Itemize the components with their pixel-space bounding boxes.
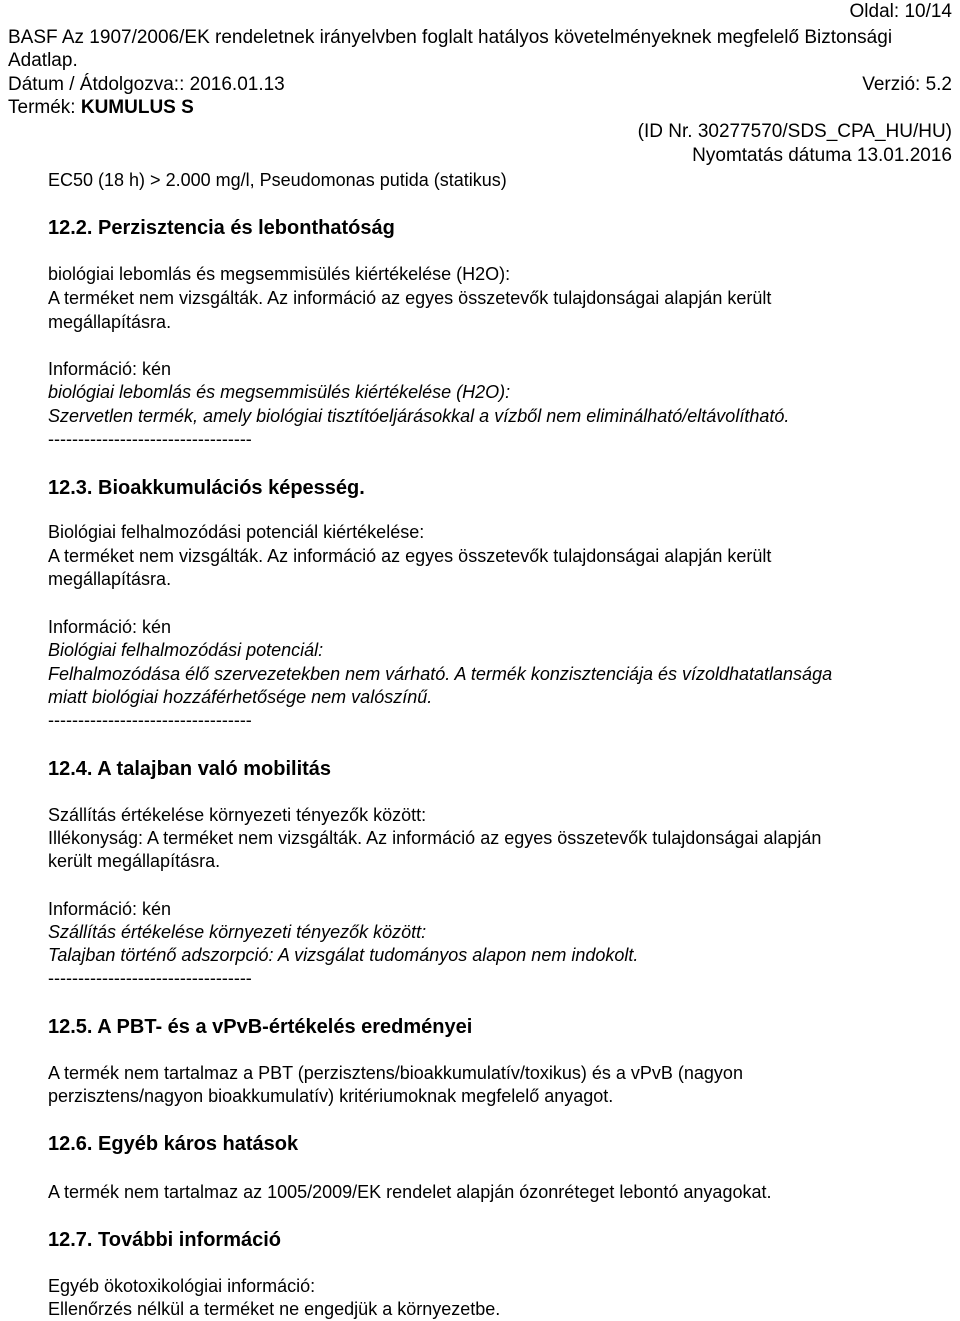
header-title-line1: BASF Az 1907/2006/EK rendeletnek irányelvben foglalt hatályos követelményeknek megfelelő Biztonsági <box>8 27 893 48</box>
s124-line1: Szállítás értékelése környezeti tényezők között: <box>48 805 427 825</box>
section-12-3-title: 12.3. Bioakkumulációs képesség. <box>48 477 365 499</box>
ec50-line: EC50 (18 h) > 2.000 mg/l, Pseudomonas putida (statikus) <box>48 170 507 190</box>
s123-info-line3: miatt biológiai hozzáférhetősége nem valószínű. <box>48 687 433 707</box>
s123-line3: megállapításra. <box>48 569 172 589</box>
header-id-number: (ID Nr. 30277570/SDS_CPA_HU/HU) <box>637 121 952 142</box>
s124-divider: ---------------------------------- <box>48 968 252 988</box>
section-12-4-title: 12.4. A talajban való mobilitás <box>48 758 332 780</box>
s123-info: Információ: kén <box>48 617 172 637</box>
s124-info: Információ: kén <box>48 899 172 919</box>
section-12-2-title: 12.2. Perzisztencia és lebonthatóság <box>48 217 395 239</box>
s122-info: Információ: kén <box>48 359 172 379</box>
s123-info-line2: Felhalmozódása élő szervezetekben nem várható. A termék konzisztenciája és vízoldhatatlansága <box>48 664 833 684</box>
s122-info-line2: Szervetlen termék, amely biológiai tisztítóeljárásokkal a vízből nem eliminálható/eltávolítható. <box>48 406 790 426</box>
header-title-line2: Adatlap. <box>8 50 78 71</box>
section-12-6-title: 12.6. Egyéb káros hatások <box>48 1133 299 1155</box>
s125-line1: A termék nem tartalmaz a PBT (perzisztens/bioakkumulatív/toxikus) és a vPvB (nagyon <box>48 1063 743 1083</box>
header-print-date: Nyomtatás dátuma 13.01.2016 <box>692 145 952 166</box>
s122-line2: A terméket nem vizsgálták. Az információ az egyes összetevők tulajdonságai alapján került <box>48 288 772 308</box>
header-product-label: Termék: <box>8 97 76 118</box>
s123-line2: A terméket nem vizsgálták. Az információ az egyes összetevők tulajdonságai alapján került <box>48 546 772 566</box>
s124-line3: került megállapításra. <box>48 851 221 871</box>
header-date: Dátum / Átdolgozva:: 2016.01.13 <box>8 74 285 95</box>
header-version: Verzió: 5.2 <box>862 74 952 95</box>
s123-divider: ---------------------------------- <box>48 710 252 730</box>
header-product <box>8 98 194 117</box>
s122-line1: biológiai lebomlás és megsemmisülés kiértékelése (H2O): <box>48 264 511 284</box>
section-12-7-title: 12.7. További információ <box>48 1229 282 1251</box>
s123-line1: Biológiai felhalmozódási potenciál kiértékelése: <box>48 522 425 542</box>
page-number: Oldal: 10/14 <box>849 1 952 22</box>
s127-line2: Ellenőrzés nélkül a terméket ne engedjük a környezetbe. <box>48 1299 501 1319</box>
s122-divider: ---------------------------------- <box>48 429 252 449</box>
section-12-5-title: 12.5. A PBT- és a vPvB-értékelés eredményei <box>48 1016 473 1038</box>
s124-info-line1: Szállítás értékelése környezeti tényezők között: <box>48 922 427 942</box>
s123-info-line1: Biológiai felhalmozódási potenciál: <box>48 640 324 660</box>
s124-line2: Illékonyság: A terméket nem vizsgálták. Az információ az egyes összetevők tulajdonságai alapján <box>48 828 822 848</box>
header-product-name: KUMULUS S <box>80 97 194 118</box>
s126-line1: A termék nem tartalmaz az 1005/2009/EK rendelet alapján ózonréteget lebontó anyagokat. <box>48 1182 772 1202</box>
s122-info-line1: biológiai lebomlás és megsemmisülés kiértékelése (H2O): <box>48 382 511 402</box>
s124-info-line2: Talajban történő adszorpció: A vizsgálat tudományos alapon nem indokolt. <box>48 945 639 965</box>
s125-line2: perzisztens/nagyon bioakkumulatív) kritériumoknak megfelelő anyagot. <box>48 1086 614 1106</box>
s122-line3: megállapításra. <box>48 312 172 332</box>
s127-line1: Egyéb ökotoxikológiai információ: <box>48 1276 316 1296</box>
